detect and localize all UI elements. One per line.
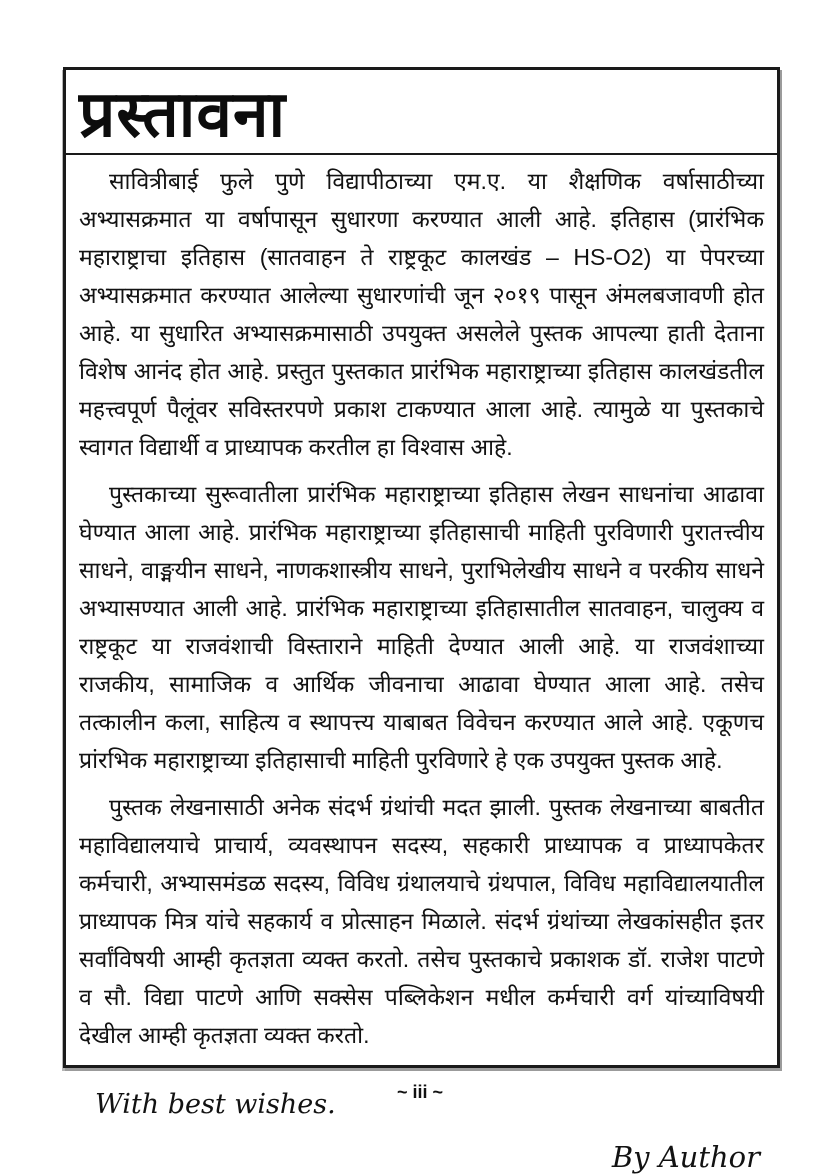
signoff-author: By Author xyxy=(611,1140,760,1174)
paragraph-2: पुस्तकाच्या सुरूवातीला प्रारंभिक महाराष्ट्राच्या इतिहास लेखन साधनांचा आढावा घेण्यात आला आहे. प्रारंभिक महाराष्ट्राच्या इतिहासाची माहिती पुरविणारी पुरातत्त्वीय साधने, वाङ्मयीन साधने, नाणकशास्त्रीय साधने, पुराभिलेखीय साधने व परकीय साधने अभ्यासण्यात आली आहे. प्रारंभिक महाराष्ट्राच्या इतिहासातील सातवाहन, चालुक्य व राष्ट्रकूट या राजवंशाची विस्ताराने माहिती देण्यात आली आहे. या राजवंशाच्या राजकीय, सामाजिक व आर्थिक जीवनाचा आढावा घेण्यात आला आहे. तसेच तत्कालीन कला, साहित्य व स्थापत्त्य याबाबत विवेचन करण्यात आले आहे. एकूणच प्रांरभिक महाराष्ट्राच्या इतिहासाची माहिती पुरविणारे हे एक उपयुक्त पुस्तक आहे. xyxy=(79,481,764,773)
title-band xyxy=(66,70,777,155)
signoff-wishes: With best wishes. xyxy=(95,1089,336,1120)
page-title: प्रस्तावना xyxy=(79,78,287,150)
paragraph-3: पुस्तक लेखनासाठी अनेक संदर्भ ग्रंथांची मदत झाली. पुस्तक लेखनाच्या बाबतीत महाविद्यालयाचे प्राचार्य, व्यवस्थापन सदस्य, सहकारी प्राध्यापक व प्राध्यापकेतर कर्मचारी, अभ्यासमंडळ सदस्य, विविध ग्रंथालयाचे ग्रंथपाल, विविध महाविद्यालयातील प्राध्यापक मित्र यांचे सहकार्य व प्रोत्साहन मिळाले. संदर्भ ग्रंथांच्या लेखकांसहीत इतर सर्वांविषयी आम्ही कृतज्ञता व्यक्त करतो. तसेच पुस्तकाचे प्रकाशक डॉ. राजेश पाटणे व सौ. विद्या पाटणे आणि सक्सेस पब्लिकेशन मधील कर्मचारी वर्ग यांच्याविषयी देखील आम्ही कृतज्ञता व्यक्त करतो. xyxy=(79,794,764,1048)
paragraph-1: सावित्रीबाई फुले पुणे विद्यापीठाच्या एम.ए. या शैक्षणिक वर्षासाठीच्या अभ्यासक्रमात या वर्षापासून सुधारणा करण्यात आली आहे. इतिहास (प्रारंभिक महाराष्ट्राचा इतिहास (सातवाहन ते राष्ट्रकूट कालखंड – HS-O2) या पेपरच्या अभ्यासक्रमात करण्यात आलेल्या सुधारणांची जून २०१९ पासून अंमलबजावणी होत आहे. या सुधारित अभ्यासक्रमासाठी उपयुक्त असलेले पुस्तक आपल्या हाती देताना विशेष आनंद होत आहे. प्रस्तुत पुस्तकात प्रारंभिक महाराष्ट्राच्या इतिहास कालखंडतील महत्त्वपूर्ण पैलूंवर सविस्तरपणे प्रकाश टाकण्यात आला आहे. त्यामुळे या पुस्तकाचे स्वागत विद्यार्थी व प्राध्यापक करतील हा विश्वास आहे. xyxy=(79,168,764,460)
preface-body xyxy=(66,155,777,1176)
page-number: ~ iii ~ xyxy=(396,1082,444,1102)
